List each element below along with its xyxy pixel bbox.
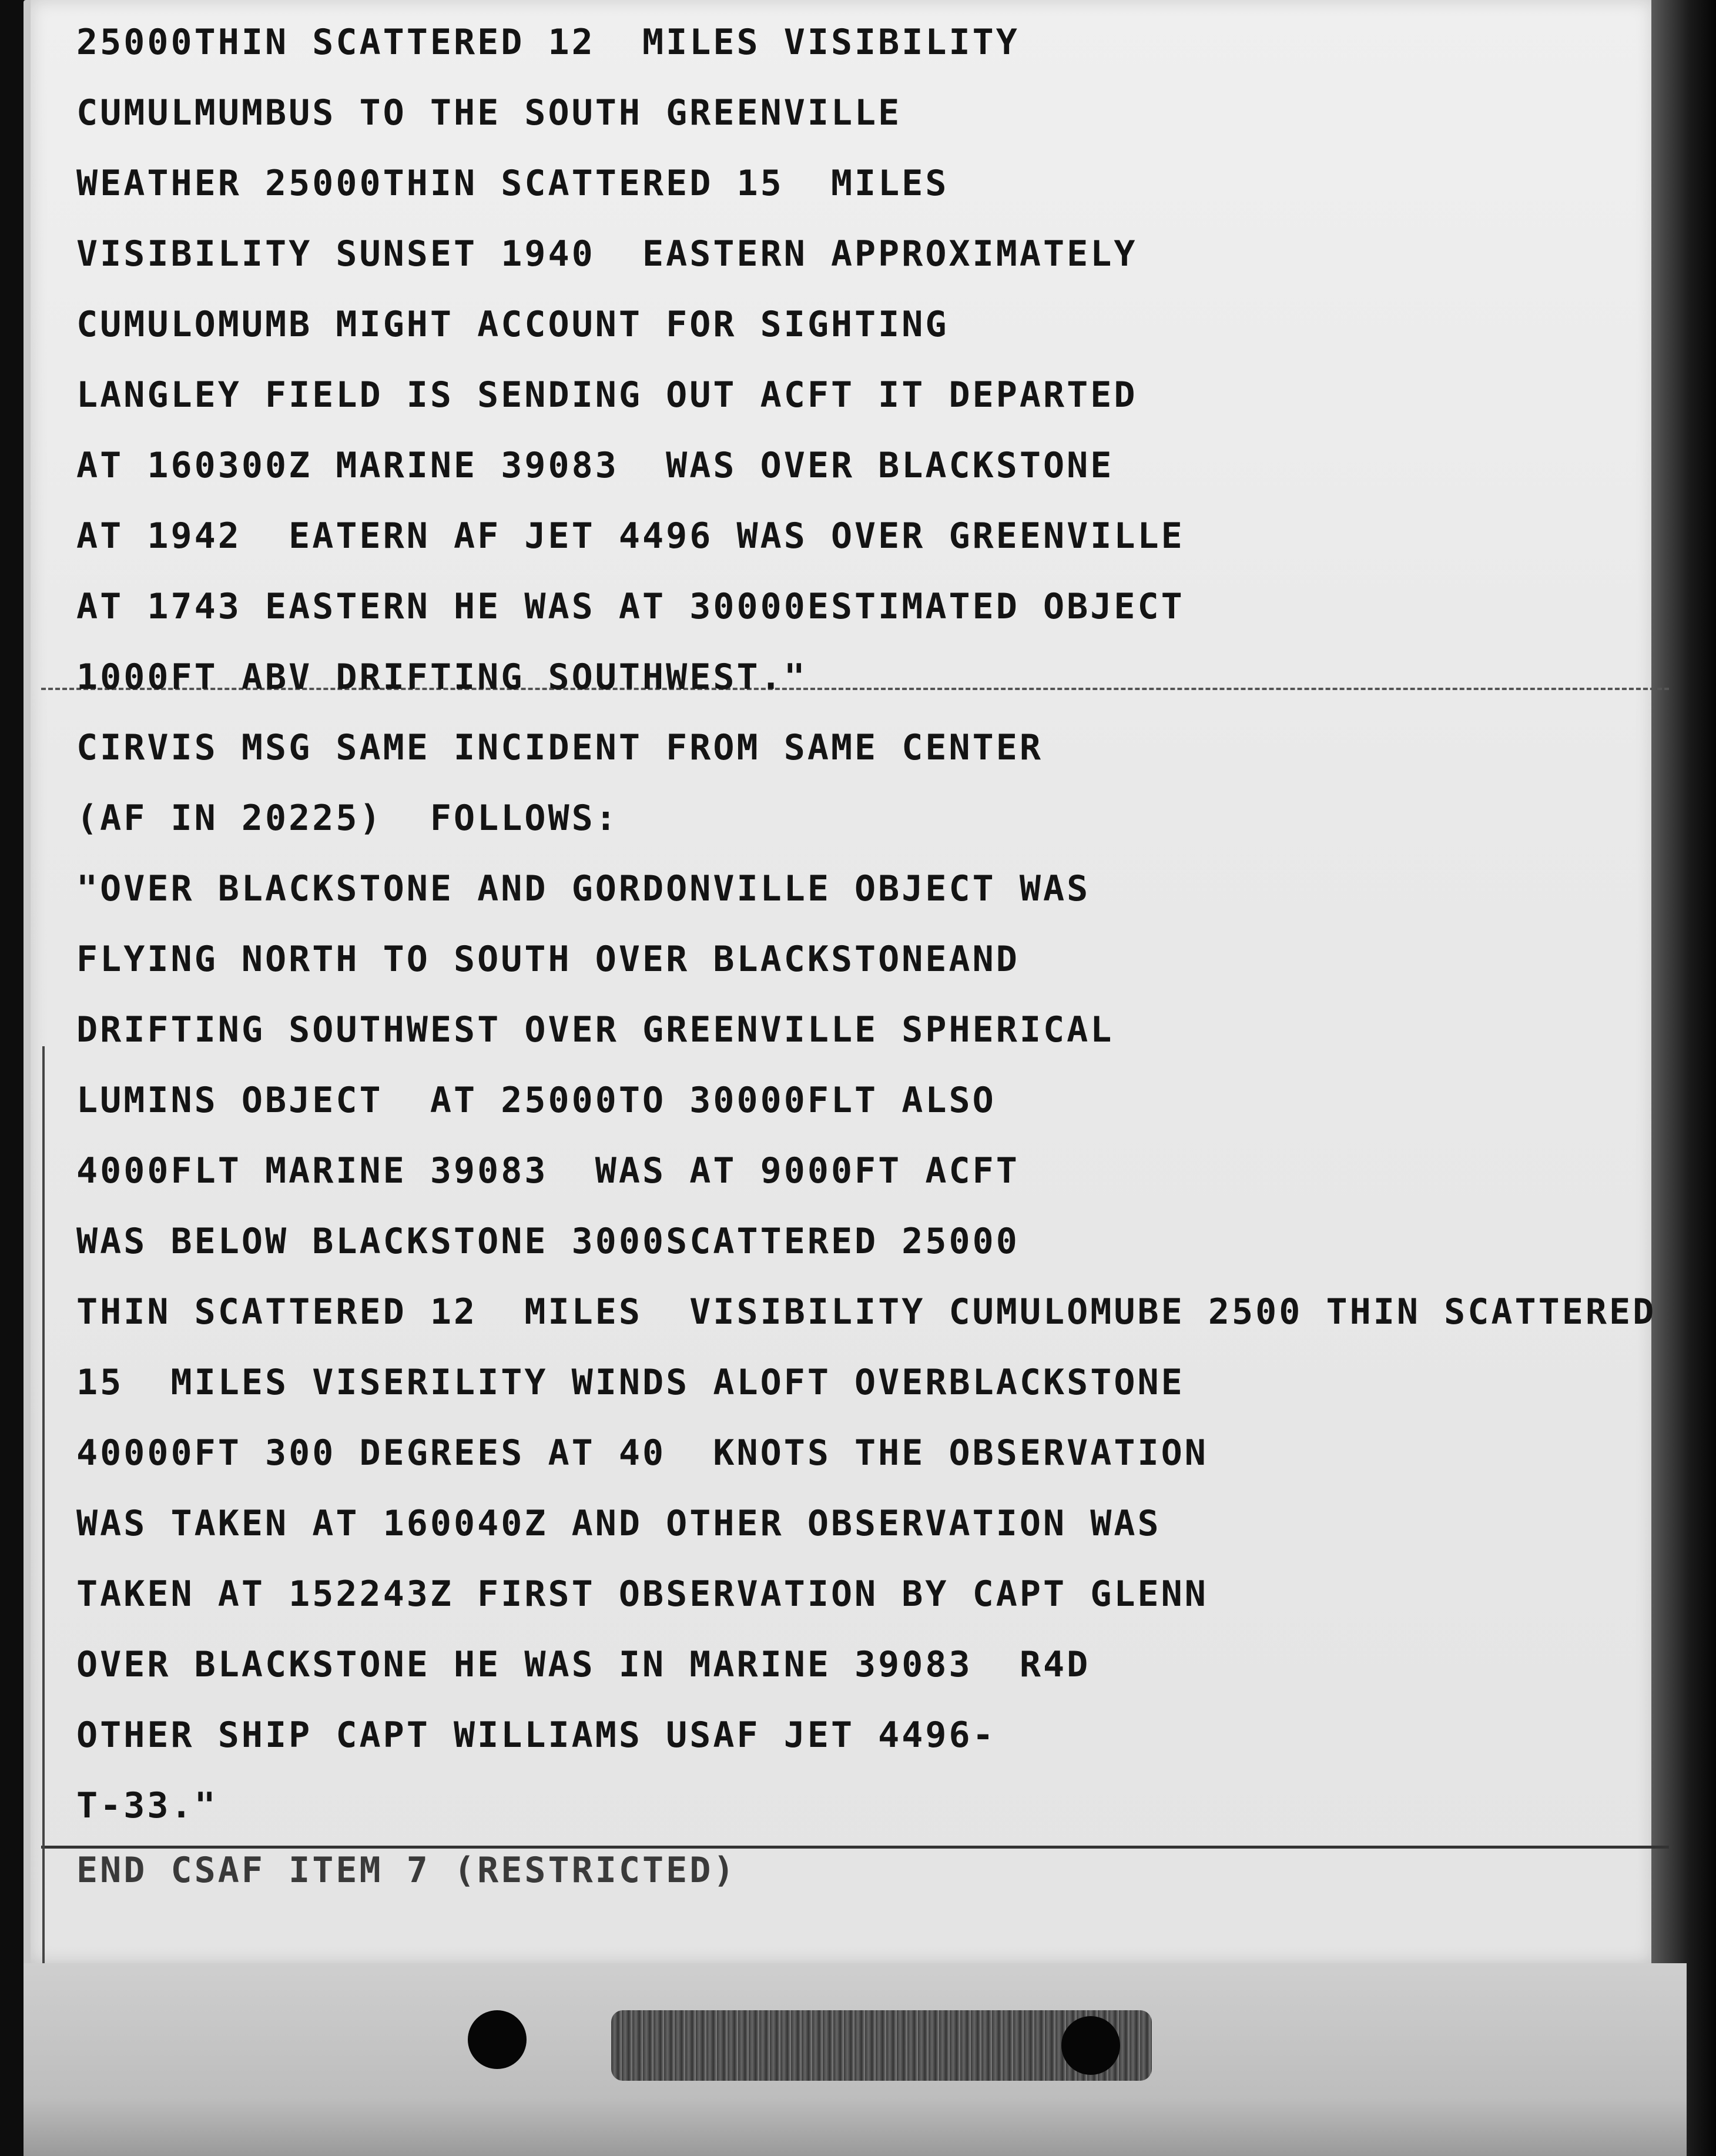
- text-line: TAKEN AT 152243Z FIRST OBSERVATION BY CAPT GLENN: [76, 1574, 1208, 1615]
- text-line: THIN SCATTERED 12 MILES VISIBILITY CUMULOMUBE 2500 THIN SCATTERED: [76, 1291, 1657, 1333]
- text-line: (AF IN 20225) FOLLOWS:: [76, 798, 619, 839]
- text-line: 25000THIN SCATTERED 12 MILES VISIBILITY: [76, 22, 1020, 63]
- text-line: FLYING NORTH TO SOUTH OVER BLACKSTONEAND: [76, 939, 1020, 980]
- text-line: OTHER SHIP CAPT WILLIAMS USAF JET 4496-: [76, 1715, 996, 1756]
- end-divider: [41, 1846, 1669, 1849]
- page-edge-shadow: [1651, 0, 1716, 2156]
- text-line: AT 1743 EASTERN HE WAS AT 30000ESTIMATED OBJECT: [76, 586, 1185, 627]
- text-line: WAS TAKEN AT 160040Z AND OTHER OBSERVATION WAS: [76, 1503, 1161, 1544]
- text-line: T-33.": [76, 1785, 218, 1826]
- binder-hole: [468, 2010, 527, 2069]
- text-line: 15 MILES VISERILITY WINDS ALOFT OVERBLACKSTONE: [76, 1362, 1185, 1403]
- text-line: VISIBILITY SUNSET 1940 EASTERN APPROXIMATELY: [76, 233, 1138, 274]
- text-line: 4000FLT MARINE 39083 WAS AT 9000FT ACFT: [76, 1150, 1020, 1191]
- text-line: "OVER BLACKSTONE AND GORDONVILLE OBJECT WAS: [76, 868, 1091, 909]
- text-line: CIRVIS MSG SAME INCIDENT FROM SAME CENTER: [76, 727, 1044, 768]
- text-line: LUMINS OBJECT AT 25000TO 30000FLT ALSO: [76, 1080, 996, 1121]
- text-line: 1000FT ABV DRIFTING SOUTHWEST.": [76, 657, 807, 698]
- text-line: AT 160300Z MARINE 39083 WAS OVER BLACKSTONE: [76, 445, 1114, 486]
- text-line: WAS BELOW BLACKSTONE 3000SCATTERED 25000: [76, 1221, 1020, 1262]
- text-line: LANGLEY FIELD IS SENDING OUT ACFT IT DEPARTED: [76, 374, 1138, 416]
- text-line: WEATHER 25000THIN SCATTERED 15 MILES: [76, 163, 949, 204]
- end-line: END CSAF ITEM 7 (RESTRICTED): [76, 1850, 737, 1891]
- text-line: CUMULMUMBUS TO THE SOUTH GREENVILLE: [76, 92, 902, 133]
- margin-line: [42, 1046, 45, 1963]
- text-line: AT 1942 EATERN AF JET 4496 WAS OVER GREENVILLE: [76, 515, 1185, 557]
- binder-hole: [1061, 2016, 1120, 2075]
- text-line: CUMULOMUMB MIGHT ACCOUNT FOR SIGHTING: [76, 304, 949, 345]
- text-line: OVER BLACKSTONE HE WAS IN MARINE 39083 R4D: [76, 1644, 1091, 1685]
- text-line: 40000FT 300 DEGREES AT 40 KNOTS THE OBSERVATION: [76, 1432, 1208, 1474]
- text-line: DRIFTING SOUTHWEST OVER GREENVILLE SPHERICAL: [76, 1009, 1114, 1050]
